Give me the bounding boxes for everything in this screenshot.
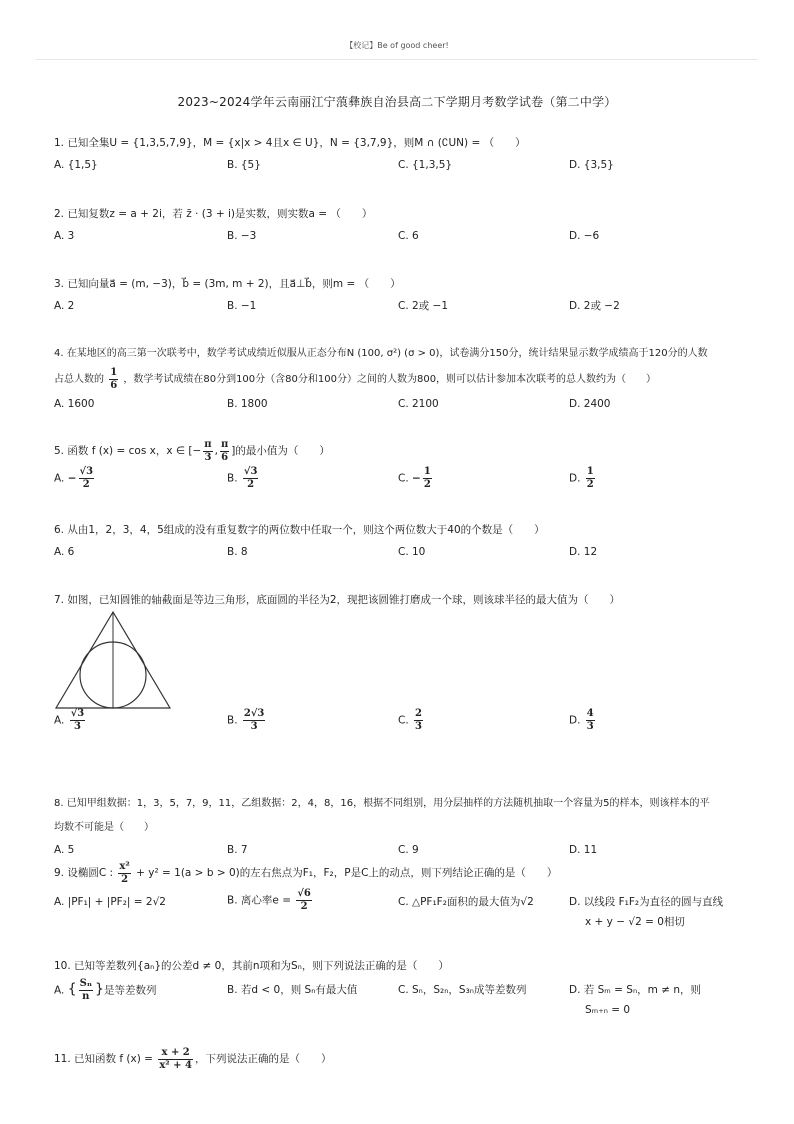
- options-row: [54, 226, 766, 248]
- numerator: 1: [110, 366, 118, 378]
- option-d[interactable]: D. 12: [569, 546, 598, 558]
- options-row: [54, 466, 766, 500]
- option-b[interactable]: B. {5}: [227, 159, 261, 171]
- option-sign: −: [412, 472, 421, 485]
- numerator: √3: [243, 466, 258, 477]
- option-label: D.: [569, 714, 581, 727]
- option-c[interactable]: C. 2或 −1: [398, 300, 449, 312]
- option-label: B.: [227, 472, 238, 485]
- fraction: [586, 466, 595, 491]
- question-11: [54, 1044, 766, 1074]
- question-stem: [54, 954, 766, 978]
- option-a[interactable]: A. 5: [54, 844, 75, 856]
- option-label: D.: [569, 472, 581, 485]
- options-row: [54, 978, 766, 1024]
- option-b[interactable]: B. 7: [227, 844, 248, 856]
- option-d[interactable]: D. {3,5}: [569, 159, 614, 171]
- options-row: [54, 542, 766, 564]
- question-stem: [54, 518, 766, 542]
- fraction: [220, 439, 229, 464]
- fraction: [118, 861, 130, 886]
- option-a[interactable]: A. 3: [54, 230, 75, 242]
- option-text: 是等差数列: [103, 984, 157, 997]
- question-number: 6.: [54, 524, 65, 536]
- option-b[interactable]: [227, 708, 267, 733]
- denominator: 3: [586, 721, 594, 732]
- question-text: ，下列说法正确的是（ ）: [194, 1053, 332, 1065]
- option-c[interactable]: C. △PF₁F₂面积的最大值为√2: [398, 896, 534, 908]
- question-4: [54, 342, 766, 416]
- option-a[interactable]: [54, 466, 96, 491]
- question-stem-line-2: [54, 816, 766, 840]
- page-title: 2023~2024学年云南丽江宁蒗彝族自治县高二下学期月考数学试卷（第二中学）: [177, 95, 617, 109]
- question-text: ,: [214, 445, 218, 457]
- numerator: Sₙ: [79, 978, 93, 989]
- fraction: [423, 466, 432, 491]
- question-1: [54, 131, 766, 177]
- question-text: 已知等差数列{aₙ}的公差d ≠ 0，其前n项和为Sₙ，则下列说法正确的是（ ）: [74, 960, 449, 972]
- question-7-options: [54, 708, 766, 742]
- question-number: 1.: [54, 137, 65, 149]
- fraction: [203, 439, 212, 464]
- option-c[interactable]: C. 6: [398, 230, 419, 242]
- option-c[interactable]: C. {1,3,5}: [398, 159, 453, 171]
- option-d[interactable]: [569, 708, 597, 733]
- fraction: [414, 708, 423, 733]
- question-text: 已知全集U = {1,3,5,7,9}，M = {x|x > 4且x ∈ U}，N = {3,7,9}，则M ∩ (∁UN) = （ ）: [67, 137, 526, 149]
- question-stem: [54, 1044, 766, 1074]
- option-label: C.: [398, 472, 409, 485]
- question-text: ]的最小值为（ ）: [231, 445, 330, 457]
- fraction: [109, 367, 118, 392]
- question-number: 11.: [54, 1053, 71, 1065]
- question-9: [54, 858, 766, 934]
- option-c[interactable]: C. Sₙ，S₂ₙ，S₃ₙ成等差数列: [398, 984, 527, 996]
- right-brace: }: [95, 981, 104, 998]
- option-a[interactable]: A. 6: [54, 546, 75, 558]
- question-number: 8.: [54, 798, 64, 809]
- numerator: √6: [297, 888, 311, 899]
- denominator: 2: [247, 479, 255, 490]
- option-d[interactable]: [569, 466, 597, 491]
- denominator: n: [82, 991, 90, 1002]
- question-number: 7.: [54, 594, 65, 606]
- question-7: [54, 588, 766, 612]
- option-b[interactable]: B. −1: [227, 300, 257, 312]
- option-b[interactable]: B. 1800: [227, 398, 268, 410]
- numerator: x + 2: [158, 1047, 193, 1060]
- option-label: A.: [54, 984, 65, 997]
- numerator: 1: [586, 466, 594, 477]
- option-label: A.: [54, 472, 65, 485]
- question-text: 从由1，2，3，4，5组成的没有重复数字的两位数中任取一个，则这个两位数大于40的个数是（ ）: [67, 524, 545, 536]
- question-number: 3.: [54, 278, 65, 290]
- option-b[interactable]: B. 8: [227, 546, 248, 558]
- option-label: A.: [54, 714, 65, 727]
- question-10: [54, 954, 766, 1024]
- question-text: ，数学考试成绩在80分到100分（含80分和100分）之间的人数为800，则可以估计参加本次联考的总人数约为（ ）: [123, 374, 657, 385]
- option-d[interactable]: [569, 980, 701, 1020]
- question-text: 已知复数z = a + 2i，若 z̄ · (3 + i)是实数，则实数a = （ ）: [67, 208, 373, 220]
- option-c[interactable]: C. 9: [398, 844, 419, 856]
- denominator: 2: [423, 479, 431, 490]
- question-number: 4.: [54, 348, 64, 359]
- fraction: [79, 466, 95, 491]
- option-d[interactable]: D. 2400: [569, 398, 611, 410]
- question-text: 已知函数 f (x) =: [74, 1053, 157, 1065]
- denominator: 2: [121, 873, 129, 885]
- option-a[interactable]: A. 2: [54, 300, 75, 312]
- numerator: x²: [119, 860, 130, 872]
- fraction: [243, 708, 266, 733]
- question-stem: [54, 588, 766, 612]
- numerator: √3: [70, 708, 85, 719]
- question-text: 设椭圆C :: [67, 867, 117, 879]
- denominator: 2: [82, 479, 90, 490]
- numerator: 2√3: [243, 708, 265, 719]
- numerator: √3: [79, 466, 94, 477]
- question-number: 9.: [54, 867, 65, 879]
- denominator: x² + 4: [159, 1059, 192, 1071]
- option-text: 离心率e =: [240, 894, 295, 907]
- option-label: C.: [398, 714, 409, 727]
- option-a[interactable]: [54, 978, 156, 1003]
- option-text-line-2: x + y − √2 = 0相切: [585, 916, 685, 928]
- denominator: 3: [415, 721, 422, 732]
- option-label: B.: [227, 894, 238, 907]
- option-b[interactable]: [227, 466, 260, 491]
- option-d[interactable]: D. 2或 −2: [569, 300, 620, 312]
- option-label: B.: [227, 714, 238, 727]
- fraction: [243, 466, 259, 491]
- fraction: [586, 708, 595, 733]
- fraction: [296, 888, 312, 913]
- fraction: [70, 708, 86, 733]
- question-text: 在某地区的高三第一次联考中，数学考试成绩近似服从正态分布N (100, σ²) (σ > 0)，试卷满分150分，统计结果显示数学成绩高于120分的人数: [66, 348, 708, 359]
- option-d[interactable]: [569, 892, 723, 932]
- question-3: [54, 272, 766, 318]
- options-row: [54, 155, 766, 177]
- option-a[interactable]: A. {1,5}: [54, 159, 98, 171]
- denominator: 6: [110, 379, 118, 391]
- numerator: π: [220, 438, 229, 450]
- question-5: [54, 436, 766, 500]
- question-text: 均数不可能是（ ）: [54, 822, 154, 833]
- option-text: D. 以线段 F₁F₂为直径的圆与直线: [569, 896, 724, 908]
- question-text: + y² = 1(a > b > 0)的左右焦点为F₁，F₂，P是C上的动点，则下列结论正确的是（ ）: [132, 867, 558, 879]
- question-number: 10.: [54, 960, 71, 972]
- cone-diagram: [54, 610, 174, 710]
- left-brace: {: [67, 981, 77, 998]
- option-a[interactable]: A. 1600: [54, 398, 95, 410]
- question-stem: [54, 792, 766, 816]
- cone-cross-section-figure: [54, 610, 174, 713]
- option-b[interactable]: B. 若d < 0，则 Sₙ有最大值: [227, 984, 358, 996]
- question-number: 2.: [54, 208, 65, 220]
- denominator: 3: [204, 451, 212, 463]
- options-row: [54, 888, 766, 934]
- option-b[interactable]: B. −3: [227, 230, 257, 242]
- numerator: 1: [423, 466, 431, 477]
- header-divider: [36, 59, 758, 60]
- question-text: 已知甲组数据：1，3，5，7，9，11，乙组数据：2，4，8，16，根据不同组别，用分层抽样的方法随机抽取一个容量为5的样本，则该样本的平: [66, 798, 710, 809]
- question-text: 占总人数的: [54, 374, 104, 385]
- question-stem: [54, 858, 766, 888]
- option-c[interactable]: C. 2100: [398, 398, 439, 410]
- denominator: 3: [250, 721, 258, 732]
- option-c[interactable]: [398, 466, 434, 491]
- numerator: 2: [415, 708, 422, 719]
- question-6: [54, 518, 766, 564]
- question-stem: [54, 436, 766, 466]
- option-a[interactable]: [54, 708, 87, 733]
- question-stem: [54, 131, 766, 155]
- fraction: [79, 978, 93, 1003]
- question-stem: [54, 272, 766, 296]
- question-text: 函数 f (x) = cos x，x ∈ [−: [67, 445, 202, 457]
- numerator: π: [204, 438, 212, 450]
- option-text-line-2: Sₘ₊ₙ = 0: [585, 1004, 631, 1016]
- options-row: [54, 394, 766, 416]
- option-sign: −: [67, 472, 77, 485]
- denominator: 2: [300, 901, 308, 912]
- question-number: 5.: [54, 445, 65, 457]
- question-text: 已知向量a⃗ = (m, −3)，b⃗ = (3m, m + 2)，且a⃗⊥b⃗，则m = （ ）: [67, 278, 401, 290]
- question-text: 如图，已知圆锥的轴截面是等边三角形，底面圆的半径为2，现把该圆锥打磨成一个球，则该球半径的最大值为（ ）: [67, 594, 621, 606]
- question-8: [54, 792, 766, 862]
- option-c[interactable]: [398, 708, 425, 733]
- header-note: 【校记】Be of good cheer!: [345, 41, 449, 50]
- option-b[interactable]: [227, 888, 314, 913]
- question-stem: [54, 342, 766, 366]
- denominator: 2: [586, 479, 594, 490]
- question-stem: [54, 202, 766, 226]
- denominator: 3: [73, 721, 81, 732]
- option-d[interactable]: D. −6: [569, 230, 600, 242]
- fraction: [158, 1047, 193, 1072]
- numerator: 4: [586, 708, 594, 719]
- option-a[interactable]: A. |PF₁| + |PF₂| = 2√2: [54, 896, 166, 908]
- option-c[interactable]: C. 10: [398, 546, 426, 558]
- option-text: D. 若 Sₘ = Sₙ，m ≠ n，则: [569, 984, 701, 996]
- question-stem-line-2: [54, 366, 766, 394]
- question-2: [54, 202, 766, 248]
- options-row: [54, 708, 766, 742]
- option-d[interactable]: D. 11: [569, 844, 598, 856]
- options-row: [54, 296, 766, 318]
- denominator: 6: [221, 451, 229, 463]
